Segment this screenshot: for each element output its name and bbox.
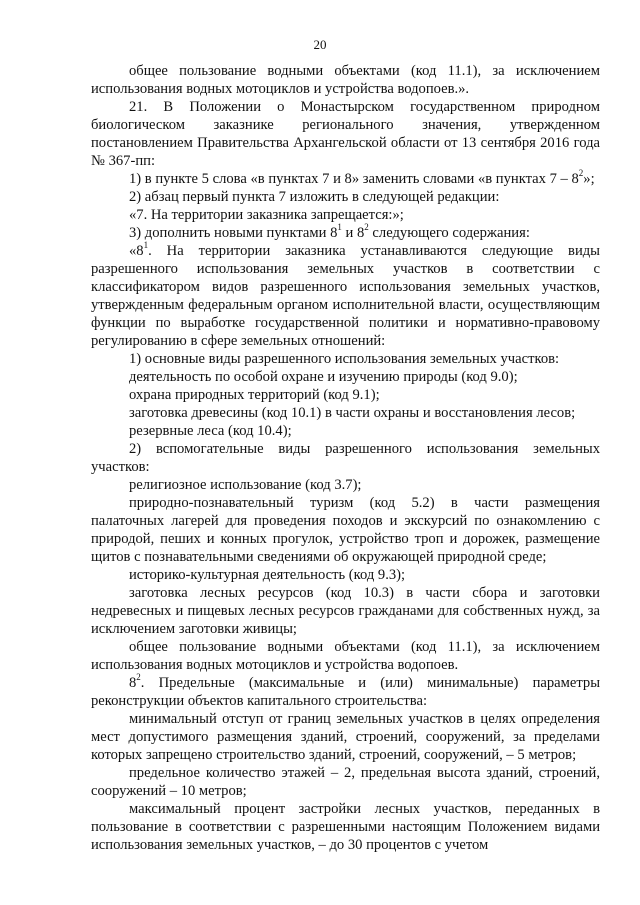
text-run: следующего содержания: — [368, 225, 530, 241]
paragraph — [91, 674, 600, 710]
text-run: деятельность по особой охране и изучению природы (код 9.0); — [129, 369, 518, 385]
text-run: религиозное использование (код 3.7); — [129, 477, 362, 493]
text-run: «7. На территории заказника запрещается:»; — [129, 207, 404, 223]
paragraph — [91, 98, 600, 170]
paragraph — [91, 386, 600, 404]
document-body — [91, 62, 600, 854]
text-run: «8 — [129, 243, 144, 259]
superscript: 2 — [136, 672, 141, 683]
text-run: 1) основные виды разрешенного использования земельных участков: — [129, 351, 560, 367]
paragraph — [91, 62, 600, 98]
paragraph — [91, 368, 600, 386]
text-run: историко-культурная деятельность (код 9.3); — [129, 567, 406, 583]
paragraph — [91, 764, 600, 800]
superscript: 2 — [364, 222, 369, 233]
paragraph — [91, 476, 600, 494]
text-run: 2) вспомогательные виды разрешенного использования земельных участков: — [91, 441, 600, 475]
text-run: 2) абзац первый пункта 7 изложить в следующей редакции: — [129, 189, 500, 205]
text-run: . На территории заказника устанавливаются следующие виды разрешенного использования земельных участков в соответствии с классификатором видов разрешенного использования земельных участков, утвержденным федеральным органом исполнительной власти, осуществляющим функции по выработке государственной политики и нормативно-правовому регулированию в сфере земельных отношений: — [91, 243, 600, 349]
superscript: 1 — [143, 240, 149, 251]
text-run: природно-познавательный туризм (код 5.2) в части размещения палаточных лагерей для проведения походов и экскурсий по ознакомлению с природой, пеших и конных прогулок, устройство троп и дорожек, размещение щитов с познавательными сведениями об окружающей природной среде; — [91, 495, 600, 565]
text-run: минимальный отступ от границ земельных участков в целях определения мест допустимого размещения зданий, строений, сооружений, за пределами которых запрещено строительство зданий, строений, сооружений, – 5 метров; — [91, 711, 600, 763]
text-run: заготовка лесных ресурсов (код 10.3) в части сбора и заготовки недревесных и пищевых лесных ресурсов гражданами для собственных нужд, за исключением заготовки живицы; — [91, 585, 600, 637]
text-run: 21. В Положении о Монастырском государственном природном биологическом заказнике регионального значения, утвержденном постановлением Правительства Архангельской области от 13 сентября 2016 года № 367-пп: — [91, 99, 600, 169]
paragraph — [91, 800, 600, 854]
paragraph — [91, 224, 600, 242]
paragraph — [91, 584, 600, 638]
text-run: 8 — [129, 675, 137, 691]
text-run: заготовка древесины (код 10.1) в части охраны и восстановления лесов; — [129, 405, 576, 421]
text-run: »; — [583, 171, 595, 187]
paragraph — [91, 638, 600, 674]
superscript: 1 — [337, 222, 342, 233]
paragraph — [91, 350, 600, 368]
paragraph — [91, 206, 600, 224]
text-run: . Предельные (максимальные и (или) минимальные) параметры реконструкции объектов капитального строительства: — [91, 675, 600, 709]
superscript: 2 — [578, 168, 584, 179]
text-run: предельное количество этажей – 2, предельная высота зданий, строений, сооружений – 10 метров; — [91, 765, 600, 799]
text-run: 1) в пункте 5 слова «в пунктах 7 и 8» заменить словами «в пунктах 7 – 8 — [129, 171, 579, 187]
text-run: и 8 — [341, 225, 365, 241]
paragraph — [91, 188, 600, 206]
text-run: 3) дополнить новыми пунктами 8 — [129, 225, 338, 241]
paragraph — [91, 242, 600, 350]
text-run: общее пользование водными объектами (код 11.1), за исключением использования водных мотоциклов и устройства водопоев. — [91, 639, 600, 673]
paragraph — [91, 710, 600, 764]
paragraph — [91, 494, 600, 566]
paragraph — [91, 422, 600, 440]
text-run: общее пользование водными объектами (код 11.1), за исключением использования водных мотоциклов и устройства водопоев.». — [91, 63, 600, 97]
paragraph — [91, 440, 600, 476]
paragraph — [91, 566, 600, 584]
text-run: резервные леса (код 10.4); — [129, 423, 292, 439]
paragraph — [91, 404, 600, 422]
page-number: 20 — [313, 37, 327, 52]
paragraph — [91, 170, 600, 188]
text-run: максимальный процент застройки лесных участков, переданных в пользование в соответствии с разрешенными настоящим Положением видами использования земельных участков, – до 30 процентов с учетом — [91, 801, 600, 853]
text-run: охрана природных территорий (код 9.1); — [129, 387, 380, 403]
